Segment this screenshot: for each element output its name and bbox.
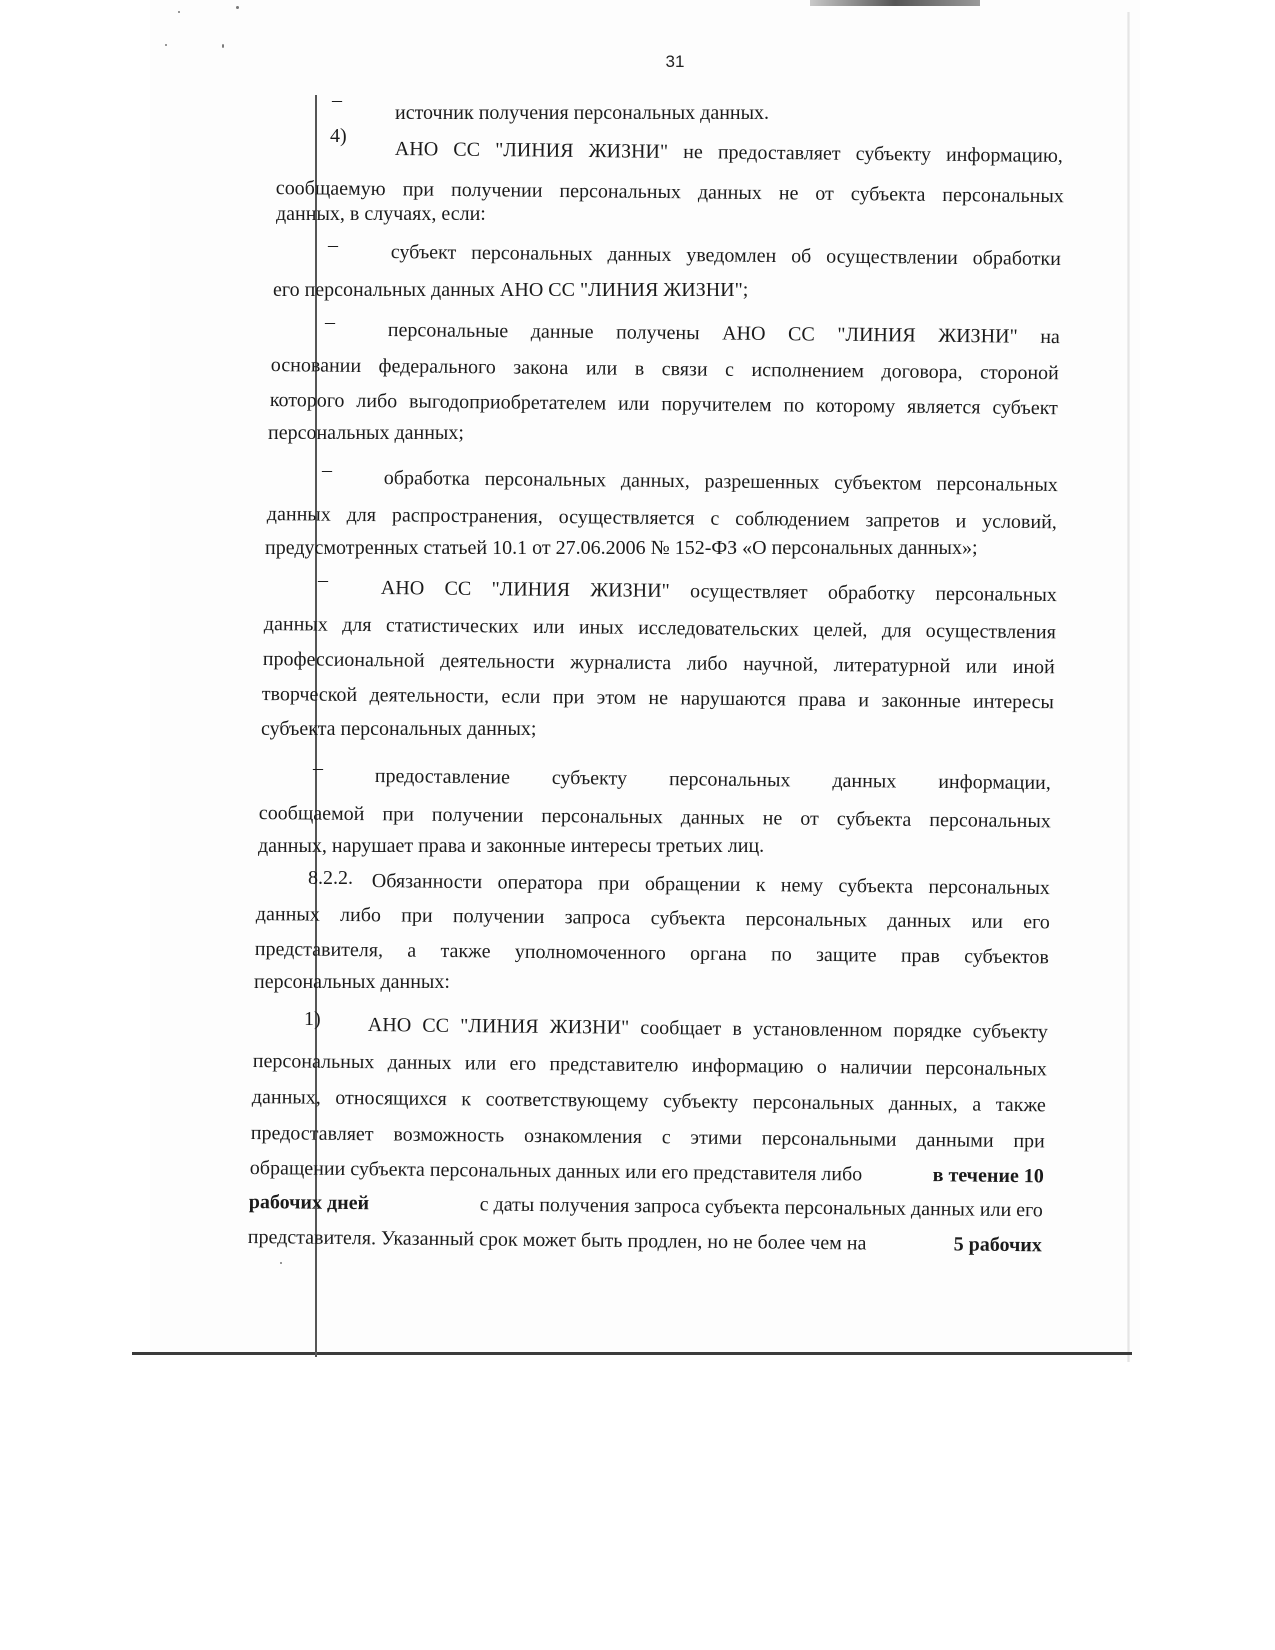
scan-speck — [178, 11, 180, 13]
page-number: 31 — [665, 52, 685, 71]
list-marker-1: 1) — [304, 1008, 321, 1030]
text-line: персональные данные получены АНО СС "ЛИНИЯ ЖИЗНИ" на — [387, 318, 1060, 349]
text-line: его персональных данных АНО СС "ЛИНИЯ ЖИЗНИ"; — [273, 279, 749, 301]
text-line: субъект персональных данных уведомлен об осуществлении обработки — [390, 240, 1061, 271]
text-line: данных для статистических или иных исследовательских целей, для осуществления — [263, 612, 1056, 644]
list-dash: – — [328, 234, 338, 256]
text-line: профессиональной деятельности журналиста либо научной, литературной или иной — [262, 647, 1055, 679]
text-line: данных для распространения, осуществляется с соблюдением запретов и условий, — [266, 502, 1057, 534]
text-line: АНО СС "ЛИНИЯ ЖИЗНИ" не предоставляет субъекту информацию, — [394, 137, 1063, 167]
extension-bold: 5 рабочих — [953, 1233, 1042, 1257]
deadline-bold: рабочих дней — [248, 1191, 370, 1215]
text-line: данных, относящихся к соответствующему субъекту персональных данных, а также — [251, 1086, 1046, 1117]
text-line: субъекта персональных данных; — [261, 718, 537, 740]
text-line: Обязанности оператора при обращении к нему субъекта персональных — [371, 869, 1050, 900]
text-line: сообщаемую при получении персональных данных не от субъекта персональных — [275, 176, 1064, 208]
scan-smudge — [810, 0, 980, 6]
scan-edge-bottom — [132, 1352, 1132, 1355]
text-line: представителя, а также уполномоченного органа по защите прав субъектов — [254, 937, 1049, 969]
list-dash: – — [325, 311, 335, 333]
list-dash: – — [322, 459, 332, 481]
text-segment: с даты получения запроса субъекта персональных данных или его — [479, 1193, 1043, 1222]
text-line: которого либо выгодоприобретателем или поручителем по которому является субъект — [269, 388, 1058, 420]
scan-speck — [236, 6, 239, 9]
text-line: сообщаемой при получении персональных данных не от субъекта персональных — [258, 801, 1051, 833]
text-line: предусмотренных статьей 10.1 от 27.06.2006 № 152-ФЗ «О персональных данных»; — [265, 537, 978, 559]
deadline-bold: в течение 10 — [932, 1164, 1044, 1188]
text-line: творческой деятельности, если при этом не нарушаются права и законные интересы — [261, 682, 1054, 714]
text-line: персональных данных: — [254, 971, 450, 993]
text-segment: обращении субъекта персональных данных или его представителя либо — [249, 1157, 863, 1186]
scan-speck — [280, 1262, 282, 1264]
text-line: данных либо при получении запроса субъекта персональных данных или его — [255, 902, 1050, 934]
list-marker-4: 4) — [330, 125, 347, 147]
text-line: предоставляет возможность ознакомления с этими персональными данными при — [250, 1122, 1045, 1153]
text-line: данных, нарушает права и законные интересы третьих лиц. — [258, 835, 765, 857]
text-segment: представителя. Указанный срок может быть продлен, но не более чем на — [247, 1226, 867, 1255]
list-dash: – — [313, 757, 323, 779]
text-line: персональных данных или его представителю информацию о наличии персональных — [252, 1050, 1047, 1081]
scan-speck — [165, 44, 167, 46]
text-line: АНО СС "ЛИНИЯ ЖИЗНИ" осуществляет обработку персональных — [380, 576, 1057, 607]
scan-edge-right — [1127, 12, 1130, 1362]
text-line: данных, в случаях, если: — [276, 203, 486, 225]
text-line: АНО СС "ЛИНИЯ ЖИЗНИ" сообщает в установленном порядке субъекту — [367, 1013, 1048, 1044]
scan-speck — [222, 44, 224, 48]
text-line: предоставление субъекту персональных данных информации, — [374, 764, 1051, 795]
text-line: основании федерального закона или в связи с исполнением договора, стороной — [270, 353, 1059, 385]
section-number: 8.2.2. — [308, 867, 353, 889]
text-line: обработка персональных данных, разрешенных субъектом персональных — [383, 466, 1058, 497]
list-dash: – — [318, 569, 328, 591]
text-line: источник получения персональных данных. — [395, 102, 770, 124]
list-dash: – — [332, 89, 342, 111]
text-line: персональных данных; — [268, 422, 464, 444]
